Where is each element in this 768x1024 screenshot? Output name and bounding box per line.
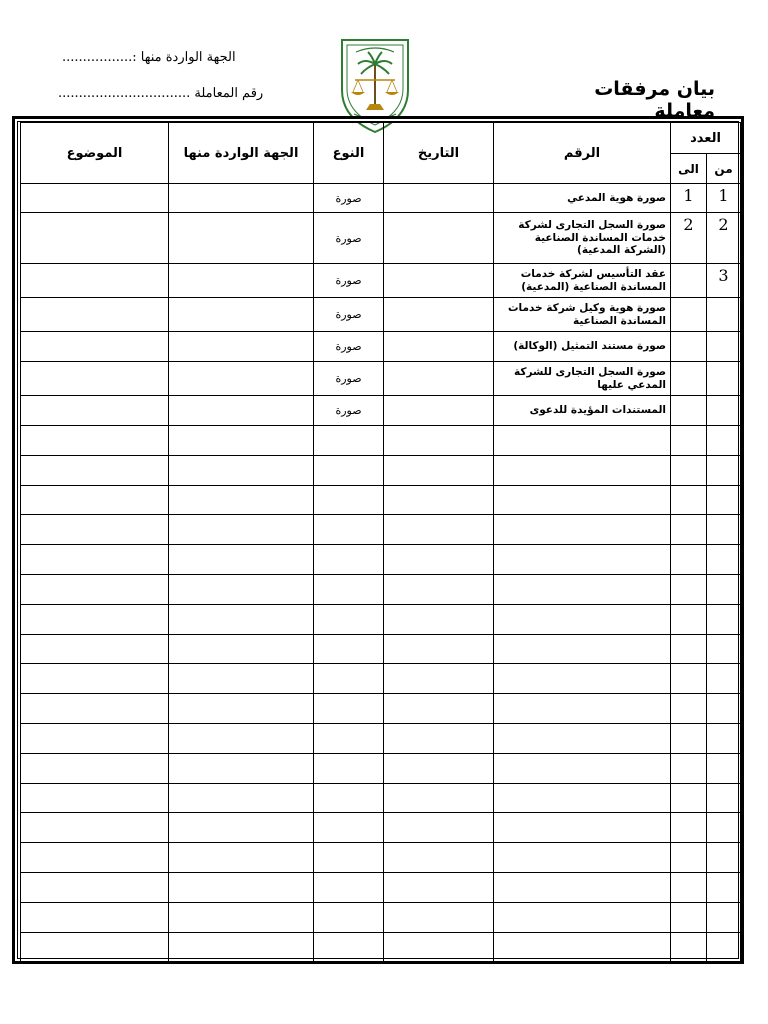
table-row-empty	[21, 902, 741, 932]
cell-from	[707, 664, 741, 694]
cell-origin	[169, 545, 314, 575]
cell-number	[494, 753, 671, 783]
cell-subject	[21, 455, 169, 485]
cell-from	[707, 753, 741, 783]
cell-subject	[21, 396, 169, 426]
cell-origin	[169, 902, 314, 932]
cell-origin	[169, 813, 314, 843]
cell-date	[384, 604, 494, 634]
cell-subject	[21, 332, 169, 362]
cell-number	[494, 604, 671, 634]
cell-from: 2	[707, 213, 741, 264]
cell-subject	[21, 753, 169, 783]
cell-subject	[21, 485, 169, 515]
cell-subject	[21, 872, 169, 902]
cell-subject	[21, 426, 169, 456]
column-header-number: الرقم	[494, 123, 671, 184]
attachments-table-frame	[12, 116, 744, 964]
cell-origin	[169, 264, 314, 298]
cell-to	[671, 545, 707, 575]
table-row	[21, 298, 741, 332]
cell-number	[494, 723, 671, 753]
cell-type: صورة	[314, 362, 384, 396]
cell-subject	[21, 574, 169, 604]
cell-type: صورة	[314, 264, 384, 298]
cell-from	[707, 783, 741, 813]
cell-from	[707, 872, 741, 902]
cell-type: صورة	[314, 332, 384, 362]
cell-subject	[21, 515, 169, 545]
cell-to: 1	[671, 184, 707, 213]
table-row-empty	[21, 664, 741, 694]
cell-origin	[169, 362, 314, 396]
cell-type	[314, 515, 384, 545]
page-title: بيان مرفقات معاملة	[594, 78, 715, 122]
column-header-to: الى	[671, 154, 707, 184]
cell-subject	[21, 264, 169, 298]
attachments-table	[20, 122, 741, 962]
cell-from	[707, 843, 741, 873]
cell-number	[494, 902, 671, 932]
cell-to	[671, 604, 707, 634]
cell-to	[671, 396, 707, 426]
cell-number	[494, 932, 671, 962]
cell-from: 3	[707, 264, 741, 298]
table-row	[21, 362, 741, 396]
cell-to	[671, 664, 707, 694]
cell-type: صورة	[314, 184, 384, 213]
column-header-type: النوع	[314, 123, 384, 184]
cell-number: عقد التأسيس لشركة خدمات المساندة الصناعية (المدعية)	[494, 264, 671, 298]
cell-date	[384, 426, 494, 456]
cell-type	[314, 545, 384, 575]
cell-date	[384, 932, 494, 962]
cell-from	[707, 396, 741, 426]
cell-type	[314, 664, 384, 694]
cell-to	[671, 332, 707, 362]
cell-from	[707, 723, 741, 753]
cell-subject	[21, 694, 169, 724]
cell-origin	[169, 298, 314, 332]
cell-number	[494, 426, 671, 456]
cell-date	[384, 574, 494, 604]
cell-date	[384, 783, 494, 813]
cell-from	[707, 298, 741, 332]
cell-to	[671, 298, 707, 332]
table-row-empty	[21, 872, 741, 902]
cell-number: صورة السجل التجارى لشركة خدمات المساندة الصناعية (الشركة المدعية)	[494, 213, 671, 264]
cell-to	[671, 723, 707, 753]
transaction-number-line: رقم المعاملة ................................	[58, 86, 264, 101]
cell-to	[671, 485, 707, 515]
table-row-empty	[21, 426, 741, 456]
cell-origin	[169, 485, 314, 515]
cell-to: 2	[671, 213, 707, 264]
table-row-empty	[21, 753, 741, 783]
column-header-from: من	[707, 154, 741, 184]
cell-type	[314, 485, 384, 515]
cell-number: صورة هوية المدعي	[494, 184, 671, 213]
cell-subject	[21, 843, 169, 873]
table-row	[21, 184, 741, 213]
cell-number	[494, 783, 671, 813]
cell-date	[384, 298, 494, 332]
cell-to	[671, 362, 707, 396]
cell-from	[707, 485, 741, 515]
cell-to	[671, 455, 707, 485]
cell-origin	[169, 694, 314, 724]
cell-date	[384, 213, 494, 264]
cell-origin	[169, 515, 314, 545]
cell-from	[707, 634, 741, 664]
cell-date	[384, 843, 494, 873]
cell-to	[671, 515, 707, 545]
table-body	[21, 184, 741, 962]
cell-origin	[169, 783, 314, 813]
cell-subject	[21, 902, 169, 932]
cell-number	[494, 545, 671, 575]
cell-origin	[169, 723, 314, 753]
cell-from	[707, 426, 741, 456]
cell-from	[707, 694, 741, 724]
table-row-empty	[21, 515, 741, 545]
cell-from	[707, 932, 741, 962]
cell-to	[671, 634, 707, 664]
cell-subject	[21, 783, 169, 813]
column-header-date: التاريخ	[384, 123, 494, 184]
cell-type	[314, 455, 384, 485]
cell-subject	[21, 813, 169, 843]
cell-subject	[21, 362, 169, 396]
cell-origin	[169, 213, 314, 264]
table-row-empty	[21, 485, 741, 515]
table-row	[21, 396, 741, 426]
cell-number	[494, 813, 671, 843]
table-row-empty	[21, 694, 741, 724]
cell-to	[671, 872, 707, 902]
cell-from: 1	[707, 184, 741, 213]
table-row-empty	[21, 604, 741, 634]
cell-type	[314, 872, 384, 902]
cell-origin	[169, 574, 314, 604]
cell-type: صورة	[314, 213, 384, 264]
cell-subject	[21, 545, 169, 575]
table-row	[21, 264, 741, 298]
column-header-count: العدد	[671, 123, 741, 154]
cell-origin	[169, 604, 314, 634]
cell-to	[671, 426, 707, 456]
cell-date	[384, 753, 494, 783]
table-row-empty	[21, 932, 741, 962]
cell-subject	[21, 298, 169, 332]
table-row-empty	[21, 634, 741, 664]
cell-date	[384, 813, 494, 843]
cell-number: صورة مستند التمثيل (الوكالة)	[494, 332, 671, 362]
cell-type	[314, 426, 384, 456]
table-row-empty	[21, 455, 741, 485]
table-row-empty	[21, 813, 741, 843]
cell-number	[494, 455, 671, 485]
column-header-subject: الموضوع	[21, 123, 169, 184]
cell-number	[494, 872, 671, 902]
cell-subject	[21, 604, 169, 634]
cell-type	[314, 723, 384, 753]
cell-origin	[169, 184, 314, 213]
cell-date	[384, 264, 494, 298]
table-row	[21, 213, 741, 264]
cell-number	[494, 515, 671, 545]
cell-to	[671, 813, 707, 843]
cell-number: صورة هوية وكيل شركة خدمات المساندة الصناعية	[494, 298, 671, 332]
cell-to	[671, 843, 707, 873]
cell-type	[314, 783, 384, 813]
table-row-empty	[21, 783, 741, 813]
cell-type	[314, 813, 384, 843]
cell-number	[494, 634, 671, 664]
cell-type	[314, 932, 384, 962]
cell-date	[384, 902, 494, 932]
cell-from	[707, 515, 741, 545]
cell-number	[494, 843, 671, 873]
cell-type	[314, 753, 384, 783]
cell-date	[384, 634, 494, 664]
cell-type	[314, 574, 384, 604]
cell-type	[314, 843, 384, 873]
table-row	[21, 332, 741, 362]
cell-type: صورة	[314, 298, 384, 332]
cell-type: صورة	[314, 396, 384, 426]
table-row-empty	[21, 545, 741, 575]
cell-date	[384, 184, 494, 213]
cell-from	[707, 604, 741, 634]
cell-to	[671, 574, 707, 604]
cell-origin	[169, 753, 314, 783]
cell-date	[384, 362, 494, 396]
cell-subject	[21, 932, 169, 962]
cell-type	[314, 902, 384, 932]
cell-date	[384, 485, 494, 515]
cell-from	[707, 545, 741, 575]
cell-date	[384, 545, 494, 575]
cell-from	[707, 902, 741, 932]
cell-subject	[21, 664, 169, 694]
cell-origin	[169, 634, 314, 664]
cell-number: المستندات المؤيدة للدعوى	[494, 396, 671, 426]
cell-number: صورة السجل التجارى للشركة المدعي عليها	[494, 362, 671, 396]
cell-date	[384, 872, 494, 902]
cell-date	[384, 396, 494, 426]
cell-type	[314, 634, 384, 664]
table-row-empty	[21, 574, 741, 604]
cell-type	[314, 694, 384, 724]
cell-number	[494, 664, 671, 694]
table-row-empty	[21, 723, 741, 753]
cell-origin	[169, 396, 314, 426]
cell-date	[384, 515, 494, 545]
cell-to	[671, 753, 707, 783]
cell-date	[384, 723, 494, 753]
column-header-origin: الجهة الواردة منها	[169, 123, 314, 184]
cell-subject	[21, 184, 169, 213]
cell-origin	[169, 843, 314, 873]
cell-from	[707, 455, 741, 485]
cell-to	[671, 264, 707, 298]
cell-to	[671, 902, 707, 932]
cell-number	[494, 694, 671, 724]
cell-date	[384, 332, 494, 362]
cell-from	[707, 332, 741, 362]
cell-type	[314, 604, 384, 634]
cell-subject	[21, 213, 169, 264]
cell-number	[494, 485, 671, 515]
cell-origin	[169, 932, 314, 962]
cell-origin	[169, 332, 314, 362]
table-row-empty	[21, 843, 741, 873]
cell-to	[671, 783, 707, 813]
cell-origin	[169, 872, 314, 902]
cell-origin	[169, 455, 314, 485]
cell-date	[384, 694, 494, 724]
cell-number	[494, 574, 671, 604]
cell-date	[384, 664, 494, 694]
cell-date	[384, 455, 494, 485]
cell-origin	[169, 426, 314, 456]
cell-origin	[169, 664, 314, 694]
cell-to	[671, 932, 707, 962]
origin-line: الجهة الواردة منها :.................	[62, 50, 236, 65]
cell-from	[707, 813, 741, 843]
cell-from	[707, 362, 741, 396]
cell-subject	[21, 723, 169, 753]
cell-to	[671, 694, 707, 724]
cell-subject	[21, 634, 169, 664]
cell-from	[707, 574, 741, 604]
